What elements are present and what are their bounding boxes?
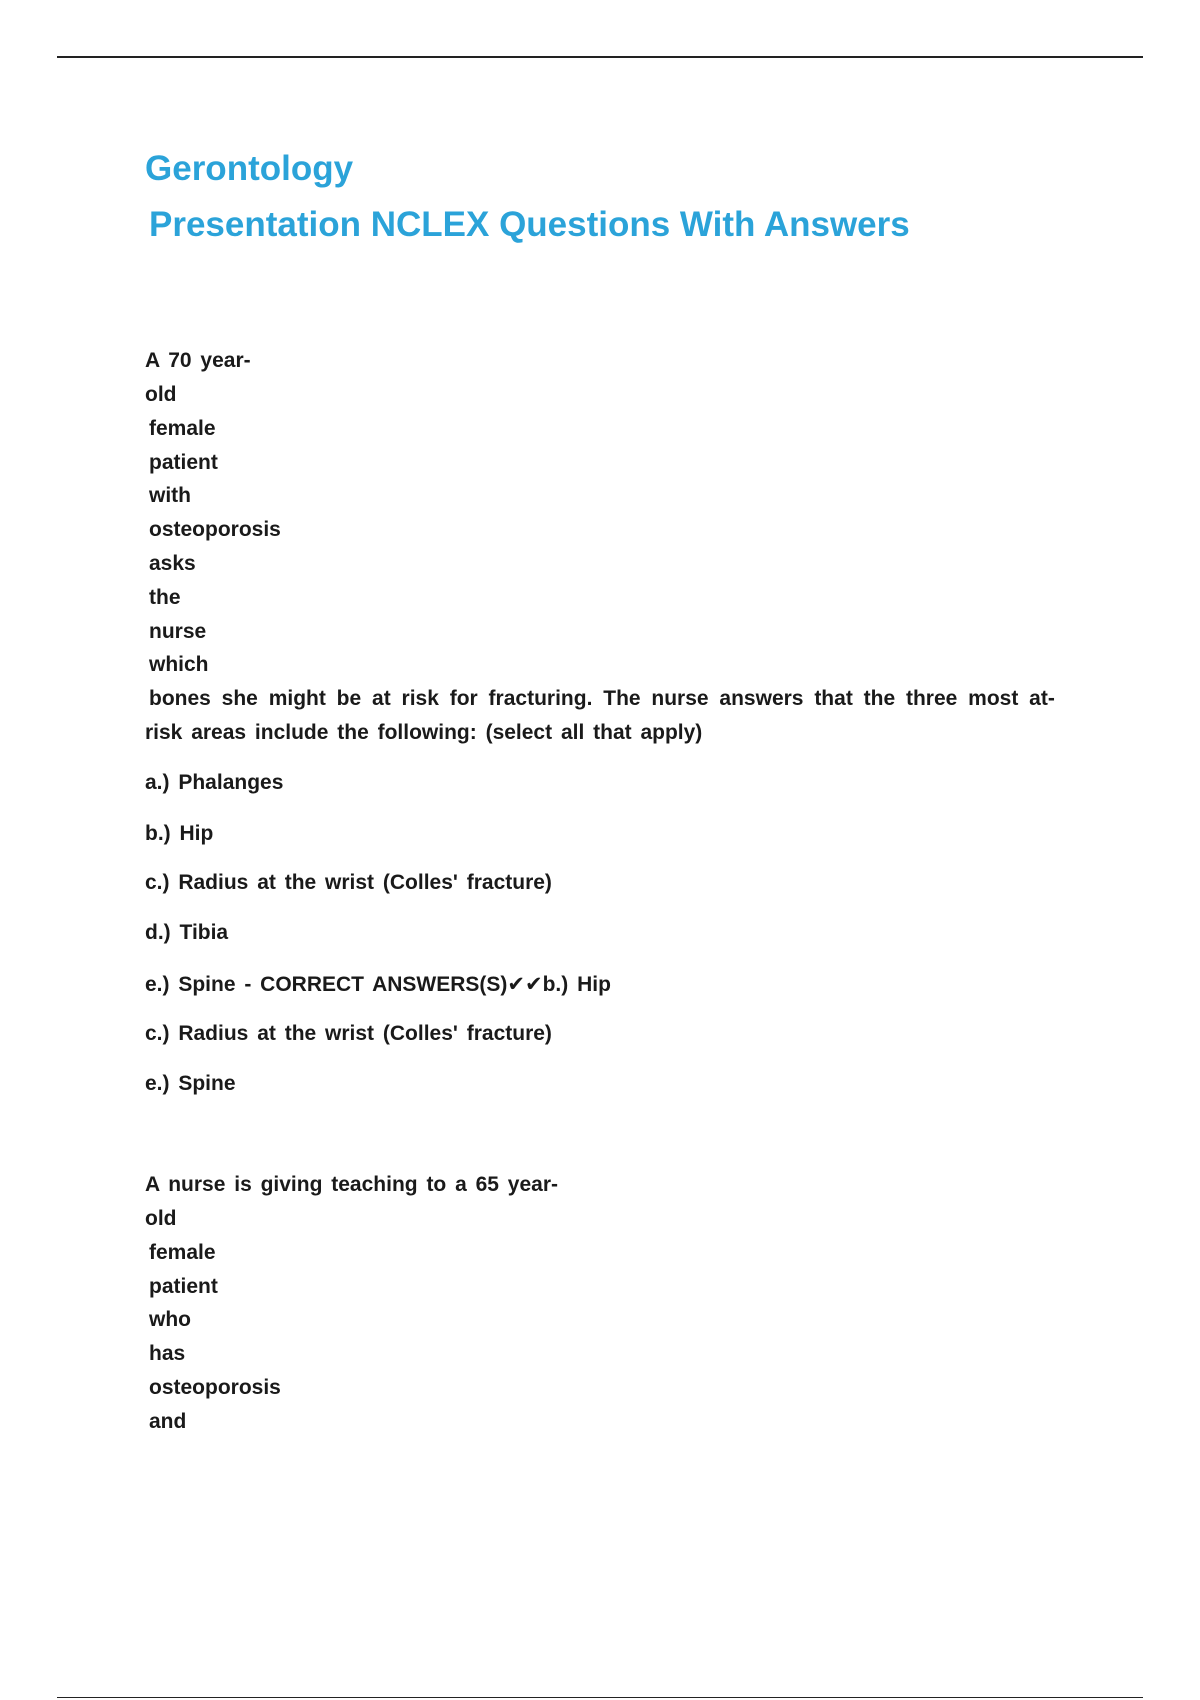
- q2-stem-line: and: [149, 1410, 187, 1433]
- bottom-rule: [57, 1697, 1143, 1698]
- top-rule: [57, 56, 1143, 58]
- q1-stem-line: nurse: [149, 620, 207, 643]
- q1-answer-e: e.) Spine: [145, 1072, 236, 1095]
- document-title-line-1: Gerontology: [145, 149, 354, 188]
- q2-stem-line: old: [145, 1207, 177, 1230]
- q1-stem-line: female: [149, 417, 216, 440]
- q1-answer-c: c.) Radius at the wrist (Colles' fracture): [145, 1022, 552, 1045]
- q2-stem-line: osteoporosis: [149, 1376, 281, 1399]
- q2-stem-line: has: [149, 1342, 186, 1365]
- q1-stem-line: bones she might be at risk for fracturing. The nurse answers that the three most at-: [149, 687, 1055, 710]
- q1-stem-line: risk areas include the following: (select all that apply): [145, 721, 703, 744]
- q1-stem-line: asks: [149, 552, 196, 575]
- q1-option-d: d.) Tibia: [145, 921, 229, 944]
- q1-stem-line: the: [149, 586, 181, 609]
- q2-stem-line: female: [149, 1241, 216, 1264]
- q1-stem-line: A 70 year-: [145, 349, 251, 372]
- q2-stem-line: patient: [149, 1275, 218, 1298]
- q1-option-c: c.) Radius at the wrist (Colles' fracture): [145, 871, 552, 894]
- q1-stem-line: which: [149, 653, 209, 676]
- q2-stem-line: A nurse is giving teaching to a 65 year-: [145, 1173, 559, 1196]
- document-title-line-2: Presentation NCLEX Questions With Answers: [149, 205, 910, 244]
- q1-option-a: a.) Phalanges: [145, 771, 284, 794]
- q1-option-b: b.) Hip: [145, 822, 214, 845]
- q1-stem-line: old: [145, 383, 177, 406]
- q2-stem-line: who: [149, 1308, 191, 1331]
- q1-option-e-correct-answers: e.) Spine - CORRECT ANSWERS(S)✔✔b.) Hip: [145, 973, 611, 996]
- q1-stem-line: osteoporosis: [149, 518, 281, 541]
- q1-stem-line: with: [149, 484, 191, 507]
- q1-stem-line: patient: [149, 451, 218, 474]
